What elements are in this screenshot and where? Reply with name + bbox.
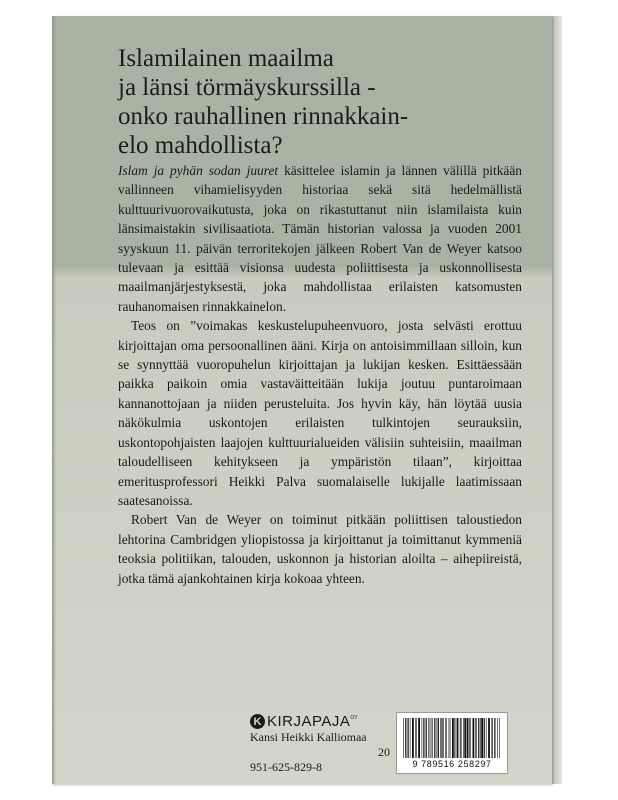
barcode-bar <box>440 718 441 758</box>
publisher-logo-mark: K <box>250 714 265 729</box>
barcode-bar <box>463 718 464 758</box>
cover-edge <box>52 16 56 784</box>
barcode-bar <box>459 718 460 758</box>
barcode-bar <box>452 718 454 758</box>
isbn: 951-625-829-8 <box>250 760 322 774</box>
book-title-italic: Islam ja pyhän sodan juuret <box>118 163 279 178</box>
title <box>118 44 538 160</box>
barcode-bar <box>480 718 481 758</box>
barcode-bar <box>410 718 411 758</box>
publisher-logo-text: KIRJAPAJA <box>267 713 351 730</box>
barcode-bar <box>488 718 490 758</box>
barcode-bar <box>478 718 479 758</box>
barcode-bar <box>486 718 487 758</box>
barcode-bar <box>423 718 424 758</box>
barcode-bar <box>475 718 476 758</box>
barcode-bar <box>412 718 414 758</box>
barcode-bar <box>460 718 461 758</box>
title-line: onko rauhallinen rinnakkain- <box>118 103 409 130</box>
barcode-label <box>396 712 508 774</box>
publisher-logo-sup: OY <box>350 715 358 721</box>
barcode-bar <box>428 718 429 758</box>
barcode-bar <box>464 718 466 758</box>
barcode-bar <box>492 718 493 758</box>
barcode-bar <box>446 718 447 758</box>
barcode-bar <box>438 718 439 758</box>
barcode-bar <box>457 718 458 758</box>
class-number: 20 <box>378 745 390 759</box>
barcode-bar <box>422 718 423 758</box>
title-line: ja länsi törmäyskurssilla - <box>118 74 376 101</box>
barcode-bar <box>473 718 475 758</box>
barcode-bar <box>403 718 404 758</box>
barcode-bar <box>431 718 432 758</box>
barcode-bar <box>434 718 435 758</box>
barcode-bar <box>408 718 409 758</box>
barcode-bar <box>449 718 450 758</box>
barcode-bar <box>405 718 406 758</box>
publisher-logo <box>250 713 390 730</box>
barcode-bar <box>481 718 483 758</box>
barcode-bar <box>454 718 455 758</box>
book-spine <box>552 16 562 784</box>
publisher-block <box>250 713 390 775</box>
barcode-bar <box>441 718 442 758</box>
paragraph-author: Robert Van de Weyer on toiminut pitkään poliittisen taloustiedon lehtorina Cambridgen yliopistossa ja kirjoittanut ja toimittanut kymmeniä teoksia politiikan, talouden, uskonnon ja historian aloilta – aihepiireistä, jotka tämä ajankohtainen kirja kokoaa yhteen. <box>118 512 522 586</box>
barcode-bar <box>418 718 420 758</box>
barcode-number: 9 789516 258297 <box>412 759 492 769</box>
barcode-bar <box>432 718 433 758</box>
barcode-bar <box>450 718 451 758</box>
barcode-bar <box>499 718 500 758</box>
barcode-bar <box>469 718 470 758</box>
paragraph-intro <box>118 161 522 316</box>
barcode-bar <box>467 718 469 758</box>
barcode-bar <box>484 718 485 758</box>
barcode-bar <box>415 718 416 758</box>
cover-credit: Kansi Heikki Kalliomaa <box>250 730 367 744</box>
barcode <box>403 718 501 758</box>
paragraph-quote: Teos on ”voimakas keskustelupuheenvuoro, josta selvästi erottuu kirjoittajan oma persoonallinen ääni. Kirja on antoisimmillaan silloin, kun se synnyttää vuoropuhelun kirjoittajan ja lukijan kesken. Esittäessään paikka paikoin omia vastaväitteitään lukija joutuu puntaroimaan kannanottojaan ja niiden perusteluita. Jos hyvin käy, hän löytää uusia näkökulmia uskontojen erilaisten tulkintojen seurauksiin, uskontopohjaisten laajojen kulttuurialueiden välisiin suhteisiin, maailman taloudelliseen kehitykseen ja ympäristön tilaan”, kirjoittaa emeritusprofessori Heikki Palva suomalaiselle lukijalle laatimissaan saatesanoissa. <box>118 318 522 508</box>
blurb <box>118 161 522 588</box>
title-line: elo mahdollista? <box>118 132 283 159</box>
barcode-bar <box>426 718 427 758</box>
paragraph-intro-text: käsittelee islamin ja lännen välillä pitkään vallinneen vihamielisyyden historiaa sekä sitä hedelmällistä kulttuurivuorovaikutusta, joka on rikastuttanut niin islamilaista kuin länsimaistakin sivilisaatiota. Tämän historian valossa ja vuoden 2001 syyskuun 11. päivän terroritekojen jälkeen Robert Van de Weyer katsoo tulevaan ja esittää visionsa uudesta poliittisesta ja uskonnollisesta maailmanjärjestyksestä, joka mahdollistaa erilaisten katsomusten rauhanomaisen rinnakkainelon. <box>118 163 522 314</box>
barcode-bar <box>494 718 495 758</box>
barcode-bar <box>430 718 431 758</box>
barcode-bar <box>497 718 498 758</box>
title-line: Islamilainen maailma <box>118 45 334 72</box>
barcode-bar <box>445 718 446 758</box>
barcode-bar <box>442 718 443 758</box>
barcode-bar <box>437 718 438 758</box>
barcode-bar <box>456 718 457 758</box>
barcode-bar <box>470 718 471 758</box>
